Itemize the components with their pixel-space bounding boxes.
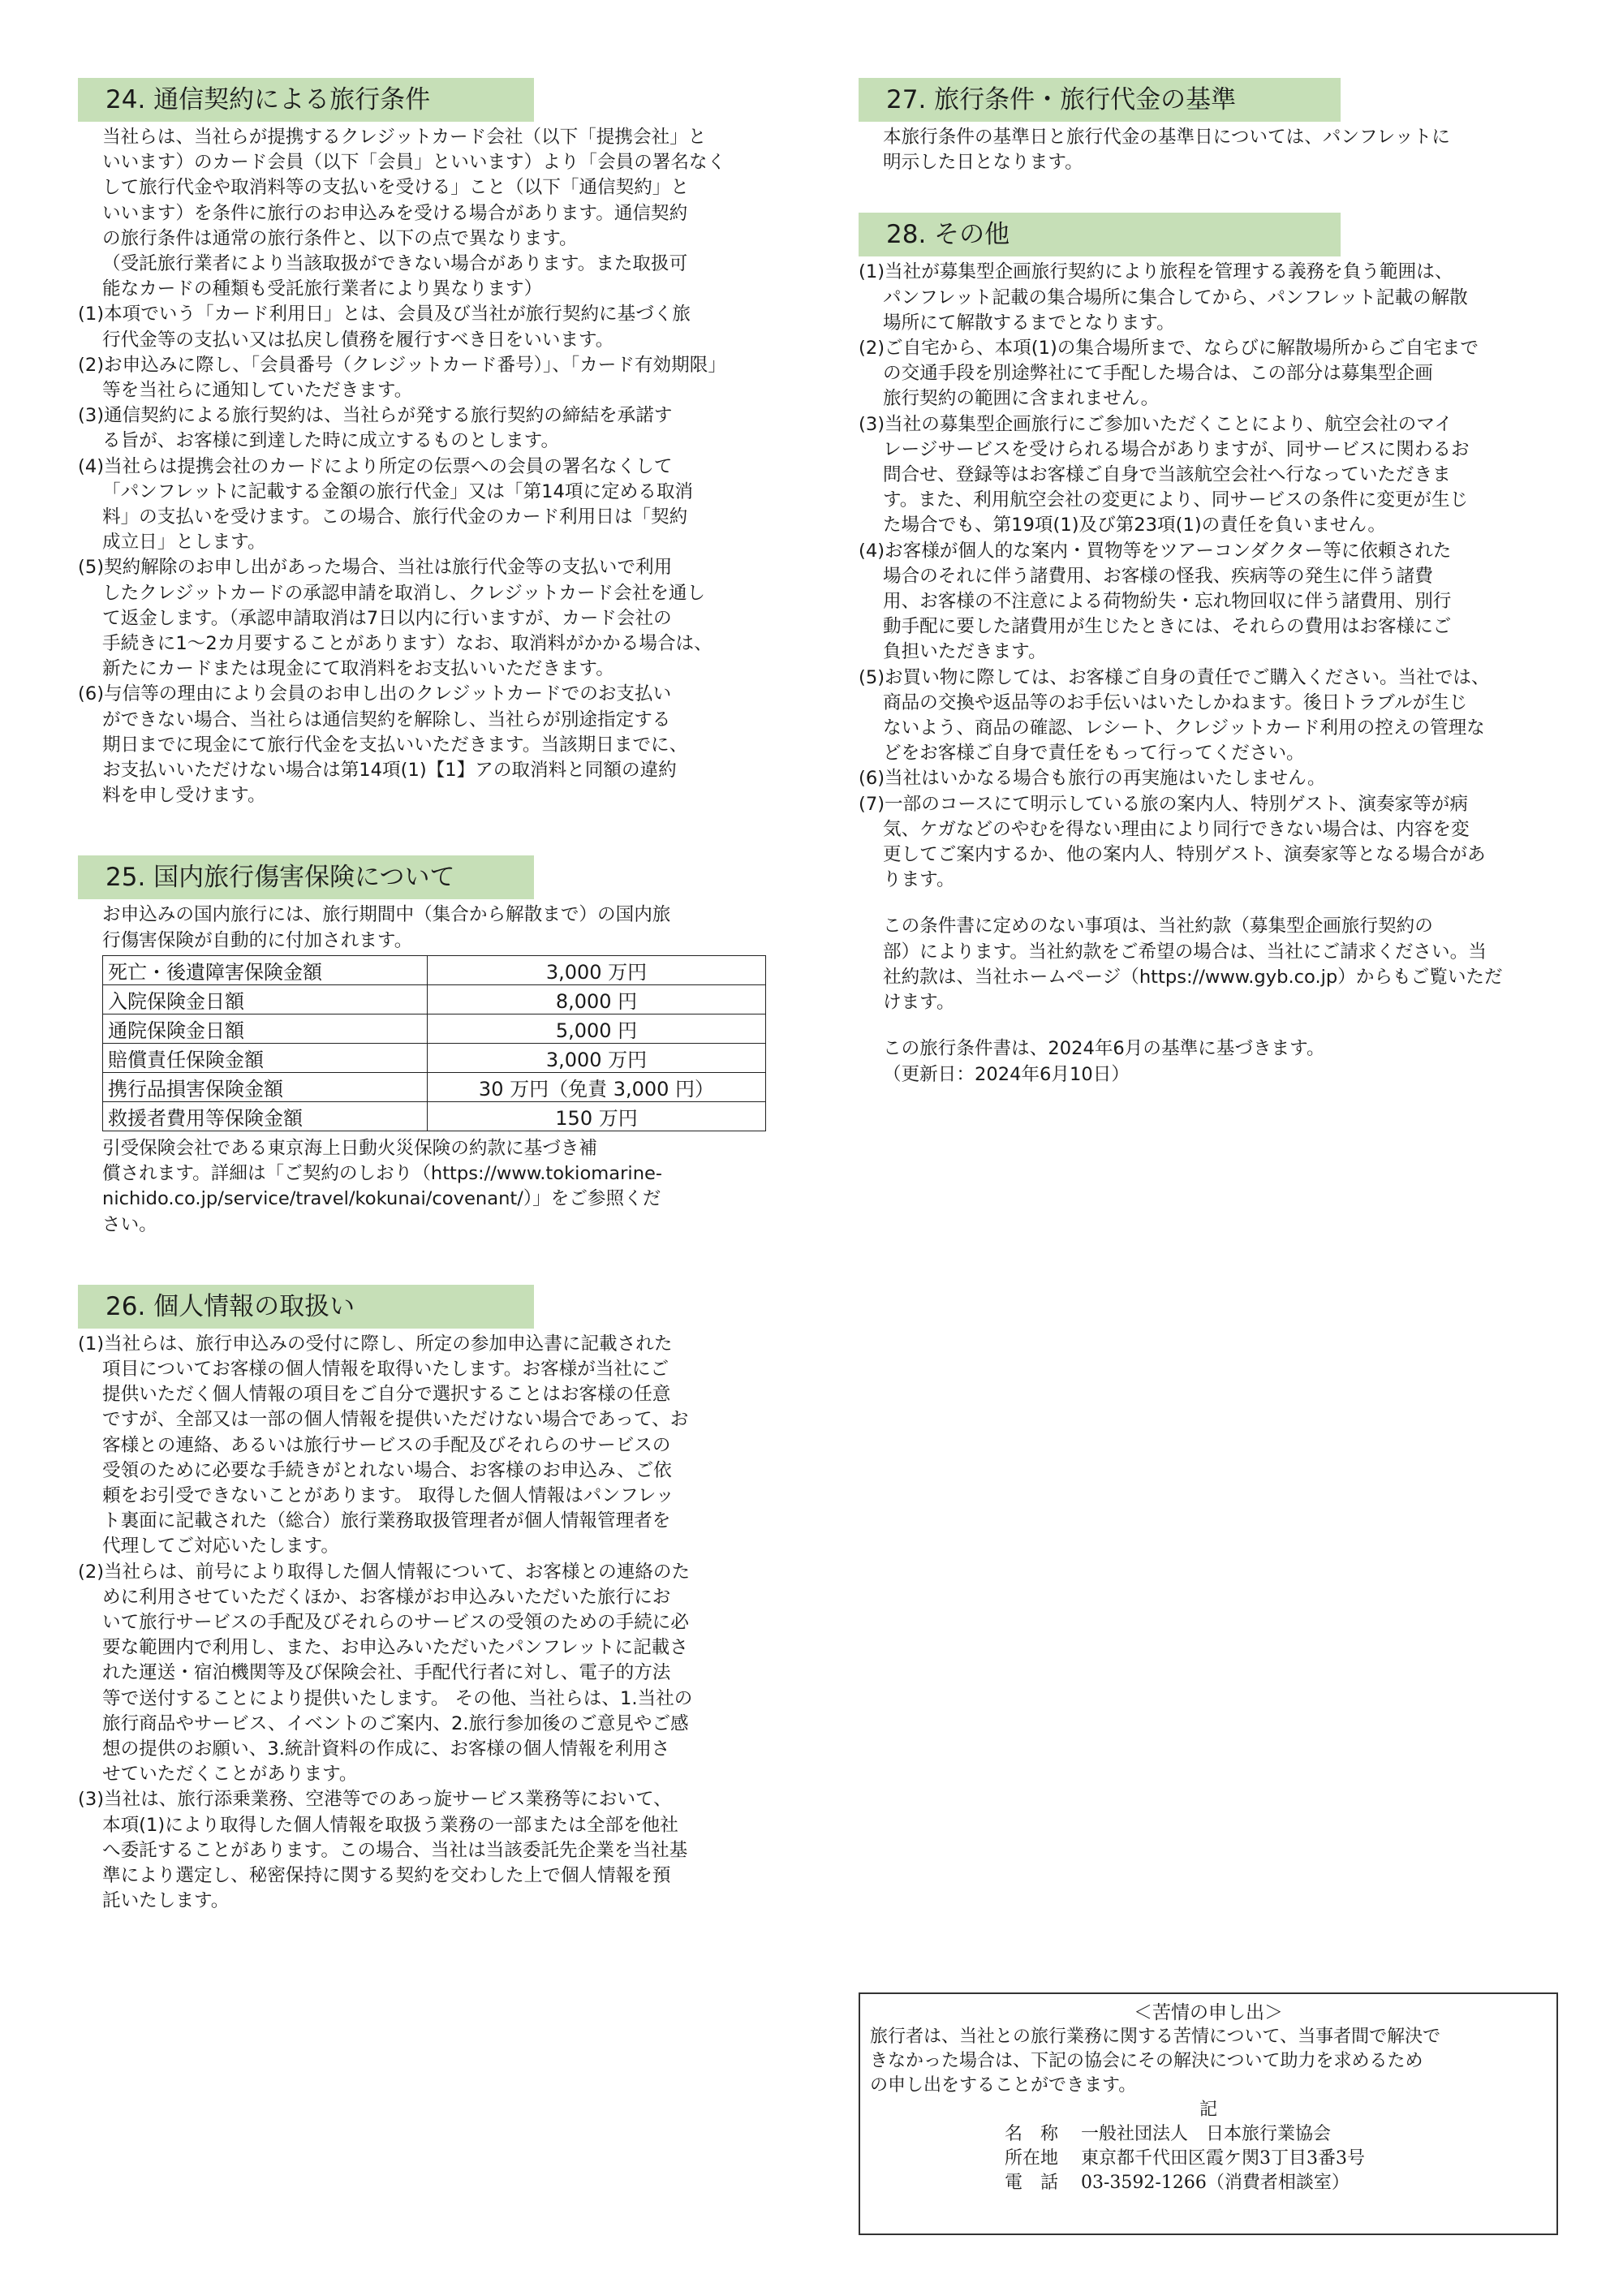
complaint-row-name bbox=[860, 2122, 1556, 2147]
complaint-row-phone bbox=[860, 2171, 1556, 2195]
table-cell-value: 5,000 円 bbox=[428, 1014, 766, 1043]
section-27-body bbox=[883, 125, 1558, 175]
text-line: パンフレット記載の集合場所に集合してから、パンフレット記載の解散 bbox=[883, 286, 1468, 308]
text-line: この条件書に定めのない事項は、当社約款（募集型企画旅行契約の bbox=[883, 915, 1433, 937]
text-line: (2)当社らは、前号により取得した個人情報について、お客様との連絡のた bbox=[78, 1561, 691, 1583]
list-item bbox=[859, 666, 1558, 767]
text-line: 新たにカードまたは現金にて取消料をお支払いいただきます。 bbox=[102, 658, 614, 680]
text-line: (7)一部のコースにて明示している旅の案内人、特別ゲスト、演奏家等が病 bbox=[859, 793, 1468, 815]
text-line: きなかった場合は、下記の協会にその解決について助力を求めるため bbox=[870, 2051, 1423, 2071]
text-line: 更してご案内するか、他の案内人、特別ゲスト、演奏家等となる場合があ bbox=[883, 844, 1486, 866]
text-line: せていただくことがあります。 bbox=[102, 1764, 358, 1786]
complaint-title: ＜苦情の申し出＞ bbox=[1134, 2002, 1283, 2023]
text-line: 本旅行条件の基準日と旅行代金の基準日については、パンフレットに bbox=[883, 127, 1450, 148]
section-28-items bbox=[859, 260, 1558, 893]
list-item bbox=[859, 539, 1558, 666]
table-row bbox=[103, 1043, 766, 1072]
text-line: 頼をお引受できないことがあります。 取得した個人情報はパンフレッ bbox=[102, 1484, 674, 1506]
terms-basis-note bbox=[883, 1036, 1558, 1087]
text-line: いいます）を条件に旅行のお申込みを受ける場合があります。通信契約 bbox=[102, 202, 688, 224]
list-item bbox=[78, 1560, 777, 1788]
text-line: （更新日：2024年6月10日） bbox=[883, 1063, 1130, 1085]
text-line: この旅行条件書は、2024年6月の基準に基づきます。 bbox=[883, 1038, 1325, 1060]
table-cell-label: 救援者費用等保険金額 bbox=[103, 1101, 428, 1131]
text-line: (4)当社らは提携会社のカードにより所定の伝票への会員の署名なくして bbox=[78, 455, 673, 477]
section-24-heading: 24. 通信契約による旅行条件 bbox=[78, 78, 534, 122]
text-line: 明示した日となります。 bbox=[883, 152, 1083, 174]
text-line: 手続きに1～2カ月要することがあります）なお、取消料がかかる場合は、 bbox=[102, 633, 712, 655]
section-26-heading: 26. 個人情報の取扱い bbox=[78, 1285, 534, 1329]
text-line: したクレジットカードの承認申請を取消し、クレジットカード会社を通し bbox=[102, 582, 706, 604]
complaint-box bbox=[859, 1992, 1558, 2235]
row-key: 電 話 bbox=[1004, 2173, 1058, 2193]
list-item bbox=[78, 454, 777, 556]
row-value: 東京都千代田区霞ケ関3丁目3番3号 bbox=[1081, 2148, 1365, 2169]
text-line: 提供いただく個人情報の項目をご自分で選択することはお客様の任意 bbox=[102, 1384, 671, 1406]
section-27-heading: 27. 旅行条件・旅行代金の基準 bbox=[859, 78, 1341, 122]
table-row bbox=[103, 955, 766, 984]
text-line: (2)お申込みに際し、「会員番号（クレジットカード番号）」、「カード有効期限」 bbox=[78, 354, 726, 376]
table-row bbox=[103, 1072, 766, 1101]
text-line: の申し出をすることができます。 bbox=[870, 2075, 1137, 2096]
row-key: 名 称 bbox=[1004, 2124, 1058, 2144]
text-line: お支払いいただけない場合は第14項(1)【1】アの取消料と同額の違約 bbox=[102, 760, 677, 782]
section-28 bbox=[859, 213, 1558, 1087]
text-line: 行傷害保険が自動的に付加されます。 bbox=[102, 929, 413, 951]
list-item bbox=[78, 555, 777, 682]
text-line: 部）によります。当社約款をご希望の場合は、当社にご請求ください。当 bbox=[883, 941, 1487, 963]
text-line: 旅行商品やサービス、イベントのご案内、2.旅行参加後のご意見やご感 bbox=[102, 1712, 689, 1734]
text-line: 想の提供のお願い、3.統計資料の作成に、お客様の個人情報を利用さ bbox=[102, 1738, 670, 1760]
text-line: 客様との連絡、あるいは旅行サービスの手配及びそれらのサービスの bbox=[102, 1434, 671, 1456]
text-line: (1)本項でいう「カード利用日」とは、会員及び当社が旅行契約に基づく旅 bbox=[78, 304, 691, 325]
text-line: 行代金等の支払い又は払戻し債務を履行すべき日をいいます。 bbox=[102, 329, 614, 351]
text-line: 場合のそれに伴う諸費用、お客様の怪我、疾病等の発生に伴う諸費 bbox=[883, 565, 1433, 587]
table-row bbox=[103, 984, 766, 1014]
text-line: 託いたします。 bbox=[102, 1890, 230, 1912]
text-line: 動手配に要した諸費用が生じたときには、それらの費用はお客様にご bbox=[883, 616, 1452, 638]
text-line: いて旅行サービスの手配及びそれらのサービスの受領のための手続に必 bbox=[102, 1611, 689, 1633]
table-cell-label: 通院保険金日額 bbox=[103, 1014, 428, 1043]
text-line: へ委託することがあります。この場合、当社は当該委託先企業を当社基 bbox=[102, 1839, 688, 1861]
table-cell-value: 30 万円（免責 3,000 円） bbox=[428, 1072, 766, 1101]
table-cell-label: 携行品損害保険金額 bbox=[103, 1072, 428, 1101]
text-line: ないよう、商品の確認、レシート、クレジットカード利用の控えの管理な bbox=[883, 717, 1485, 739]
complaint-body bbox=[860, 2025, 1556, 2098]
list-item bbox=[859, 260, 1558, 336]
text-line: 準により選定し、秘密保持に関する契約を交わした上で個人情報を預 bbox=[102, 1864, 671, 1886]
text-line: ができない場合、当社らは通信契約を解除し、当社らが別途指定する bbox=[102, 709, 671, 730]
text-line: （受託旅行業者により当該取扱ができない場合があります。また取扱可 bbox=[102, 253, 688, 275]
list-item bbox=[859, 412, 1558, 539]
table-cell-value: 3,000 万円 bbox=[428, 955, 766, 984]
section-24-intro bbox=[102, 125, 777, 302]
text-line: 商品の交換や返品等のお手伝いはいたしかねます。後日トラブルが生じ bbox=[883, 691, 1468, 713]
section-24 bbox=[78, 78, 777, 808]
table-cell-label: 入院保険金日額 bbox=[103, 984, 428, 1014]
row-value: 03-3592-1266（消費者相談室） bbox=[1081, 2173, 1350, 2193]
list-item bbox=[859, 336, 1558, 412]
table-cell-value: 3,000 万円 bbox=[428, 1043, 766, 1072]
text-line: す。また、利用航空会社の変更により、同サービスの条件に変更が生じ bbox=[883, 489, 1469, 511]
text-line: して旅行代金や取消料等の支払いを受ける」こと（以下「通信契約」と bbox=[102, 177, 689, 199]
section-25-heading: 25. 国内旅行傷害保険について bbox=[78, 855, 534, 899]
table-row bbox=[103, 1014, 766, 1043]
text-line: 社約款は、当社ホームページ（https://www.gyb.co.jp）からもご覧いただ bbox=[883, 966, 1503, 988]
text-line: 料」の支払いを受けます。この場合、旅行代金のカード利用日は「契約 bbox=[102, 506, 688, 528]
text-line: 「パンフレットに記載する金額の旅行代金」又は「第14項に定める取消 bbox=[102, 480, 694, 502]
text-line: ります。 bbox=[883, 869, 955, 891]
text-line: (2)ご自宅から、本項(1)の集合場所まで、ならびに解散場所からご自宅まで bbox=[859, 338, 1479, 360]
text-line: 償されます。詳細は「ご契約のしおり（https://www.tokiomarine- bbox=[102, 1163, 663, 1185]
complaint-ki: 記 bbox=[1199, 2100, 1217, 2120]
text-line: ですが、全部又は一部の個人情報を提供いただけない場合であって、お bbox=[102, 1409, 689, 1431]
text-line: の交通手段を別途弊社にて手配した場合は、この部分は募集型企画 bbox=[883, 363, 1433, 385]
table-cell-label: 死亡・後遺障害保険金額 bbox=[103, 955, 428, 984]
complaint-row-address bbox=[860, 2147, 1556, 2171]
list-item bbox=[859, 792, 1558, 894]
text-line: いいます）のカード会員（以下「会員」といいます）より「会員の署名なく bbox=[102, 152, 726, 174]
text-line: ト裏面に記載された（総合）旅行業務取扱管理者が個人情報管理者を bbox=[102, 1510, 671, 1532]
section-28-closing bbox=[883, 914, 1558, 1015]
insurance-table bbox=[102, 955, 766, 1131]
row-key: 所在地 bbox=[1004, 2148, 1058, 2169]
text-line: 等で送付することにより提供いたします。 その他、当社らは、1.当社の bbox=[102, 1687, 693, 1709]
section-24-items bbox=[78, 302, 777, 808]
text-line: 気、ケガなどのやむを得ない理由により同行できない場合は、内容を変 bbox=[883, 818, 1470, 840]
section-26 bbox=[78, 1285, 777, 1915]
table-cell-value: 150 万円 bbox=[428, 1101, 766, 1131]
text-line: nichido.co.jp/service/travel/kokunai/covenant/）」をご参照くだ bbox=[102, 1188, 661, 1210]
text-line: 本項(1)により取得した個人情報を取扱う業務の一部または全部を他社 bbox=[102, 1814, 678, 1836]
table-cell-label: 賠償責任保険金額 bbox=[103, 1043, 428, 1072]
text-line: どをお客様ご自身で責任をもって行ってください。 bbox=[883, 743, 1305, 765]
list-item bbox=[78, 403, 777, 454]
right-column bbox=[859, 78, 1558, 1088]
text-line: めに利用させていただくほか、お客様がお申込みいただいた旅行にお bbox=[102, 1586, 671, 1608]
text-line: 場所にて解散するまでとなります。 bbox=[883, 312, 1175, 334]
text-line: (6)与信等の理由により会員のお申し出のクレジットカードでのお支払い bbox=[78, 683, 672, 705]
list-item bbox=[859, 766, 1558, 791]
text-line: (5)契約解除のお申し出があった場合、当社は旅行代金等の支払いで利用 bbox=[78, 557, 673, 579]
section-26-items bbox=[78, 1332, 777, 1915]
text-line: 料を申し受けます。 bbox=[102, 785, 266, 807]
text-line: 用、お客様の不注意による荷物紛失・忘れ物回収に伴う諸費用、別行 bbox=[883, 591, 1452, 613]
text-line: (3)通信契約による旅行契約は、当社らが発する旅行契約の締結を承諾す bbox=[78, 405, 673, 427]
table-cell-value: 8,000 円 bbox=[428, 984, 766, 1014]
text-line: 要な範囲内で利用し、また、お申込みいただいたパンフレットに記載さ bbox=[102, 1637, 688, 1659]
text-line: レージサービスを受けられる場合がありますが、同サービスに関わるお bbox=[883, 438, 1470, 460]
text-line: 項目についてお客様の個人情報を取得いたします。お客様が当社にご bbox=[102, 1358, 669, 1380]
text-line: 旅行契約の範囲に含まれません。 bbox=[883, 388, 1160, 410]
section-25 bbox=[78, 855, 777, 1237]
text-line: 当社らは、当社らが提携するクレジットカード会社（以下「提携会社」と bbox=[102, 127, 707, 148]
text-line: れた運送・宿泊機関等及び保険会社、手配代行者に対し、電子的方法 bbox=[102, 1662, 671, 1684]
left-column bbox=[78, 78, 777, 1914]
text-line: 期日までに現金にて旅行代金を支払いいただきます。当該期日までに、 bbox=[102, 734, 688, 756]
text-line: た場合でも、第19項(1)及び第23項(1)の責任を負いません。 bbox=[883, 515, 1386, 536]
text-line: お申込みの国内旅行には、旅行期間中（集合から解散まで）の国内旅 bbox=[102, 904, 671, 926]
text-line: 受領のために必要な手続きがとれない場合、お客様のお申込み、ご依 bbox=[102, 1459, 672, 1481]
list-item bbox=[78, 1332, 777, 1560]
list-item bbox=[78, 1787, 777, 1914]
text-line: 能なカードの種類も受託旅行業者により異なります） bbox=[102, 278, 543, 300]
section-28-heading: 28. その他 bbox=[859, 213, 1341, 256]
text-line: て返金します。（承認申請取消は7日以内に行いますが、カード会社の bbox=[102, 607, 672, 629]
text-line: (6)当社はいかなる場合も旅行の再実施はいたしません。 bbox=[859, 768, 1326, 790]
list-item bbox=[78, 682, 777, 808]
text-line: (5)お買い物に際しては、お客様ご自身の責任でご購入ください。当社では、 bbox=[859, 666, 1490, 688]
text-line: 問合せ、登録等はお客様ご自身で当該航空会社へ行なっていただきま bbox=[883, 464, 1451, 486]
text-line: (1)当社らは、旅行申込みの受付に際し、所定の参加申込書に記載された bbox=[78, 1333, 673, 1355]
text-line: (3)当社の募集型企画旅行にご参加いただくことにより、航空会社のマイ bbox=[859, 413, 1453, 435]
text-line: さい。 bbox=[102, 1213, 157, 1235]
text-line: けます。 bbox=[883, 992, 955, 1014]
text-line: 成立日」とします。 bbox=[102, 532, 266, 554]
text-line: 代理してご対応いたします。 bbox=[102, 1536, 339, 1557]
text-line: の旅行条件は通常の旅行条件と、以下の点で異なります。 bbox=[102, 227, 578, 249]
section-25-note bbox=[102, 1136, 777, 1238]
text-line: (3)当社は、旅行添乗業務、空港等でのあっ旋サービス業務等において、 bbox=[78, 1789, 672, 1811]
list-item bbox=[78, 302, 777, 352]
section-25-intro bbox=[102, 902, 777, 953]
text-line: 引受保険会社である東京海上日動火災保険の約款に基づき補 bbox=[102, 1137, 598, 1159]
text-line: (1)当社が募集型企画旅行契約により旅程を管理する義務を負う範囲は、 bbox=[859, 261, 1453, 283]
list-item bbox=[78, 353, 777, 403]
text-line: 負担いただきます。 bbox=[883, 641, 1047, 663]
table-row bbox=[103, 1101, 766, 1131]
text-line: る旨が、お客様に到達した時に成立するものとします。 bbox=[102, 430, 560, 452]
text-line: 等を当社らに通知していただきます。 bbox=[102, 380, 413, 402]
section-27 bbox=[859, 78, 1558, 175]
text-line: (4)お客様が個人的な案内・買物等をツアーコンダクター等に依頼された bbox=[859, 540, 1452, 562]
text-line: 旅行者は、当社との旅行業務に関する苦情について、当事者間で解決で bbox=[870, 2027, 1441, 2047]
row-value: 一般社団法人 日本旅行業協会 bbox=[1081, 2124, 1332, 2144]
